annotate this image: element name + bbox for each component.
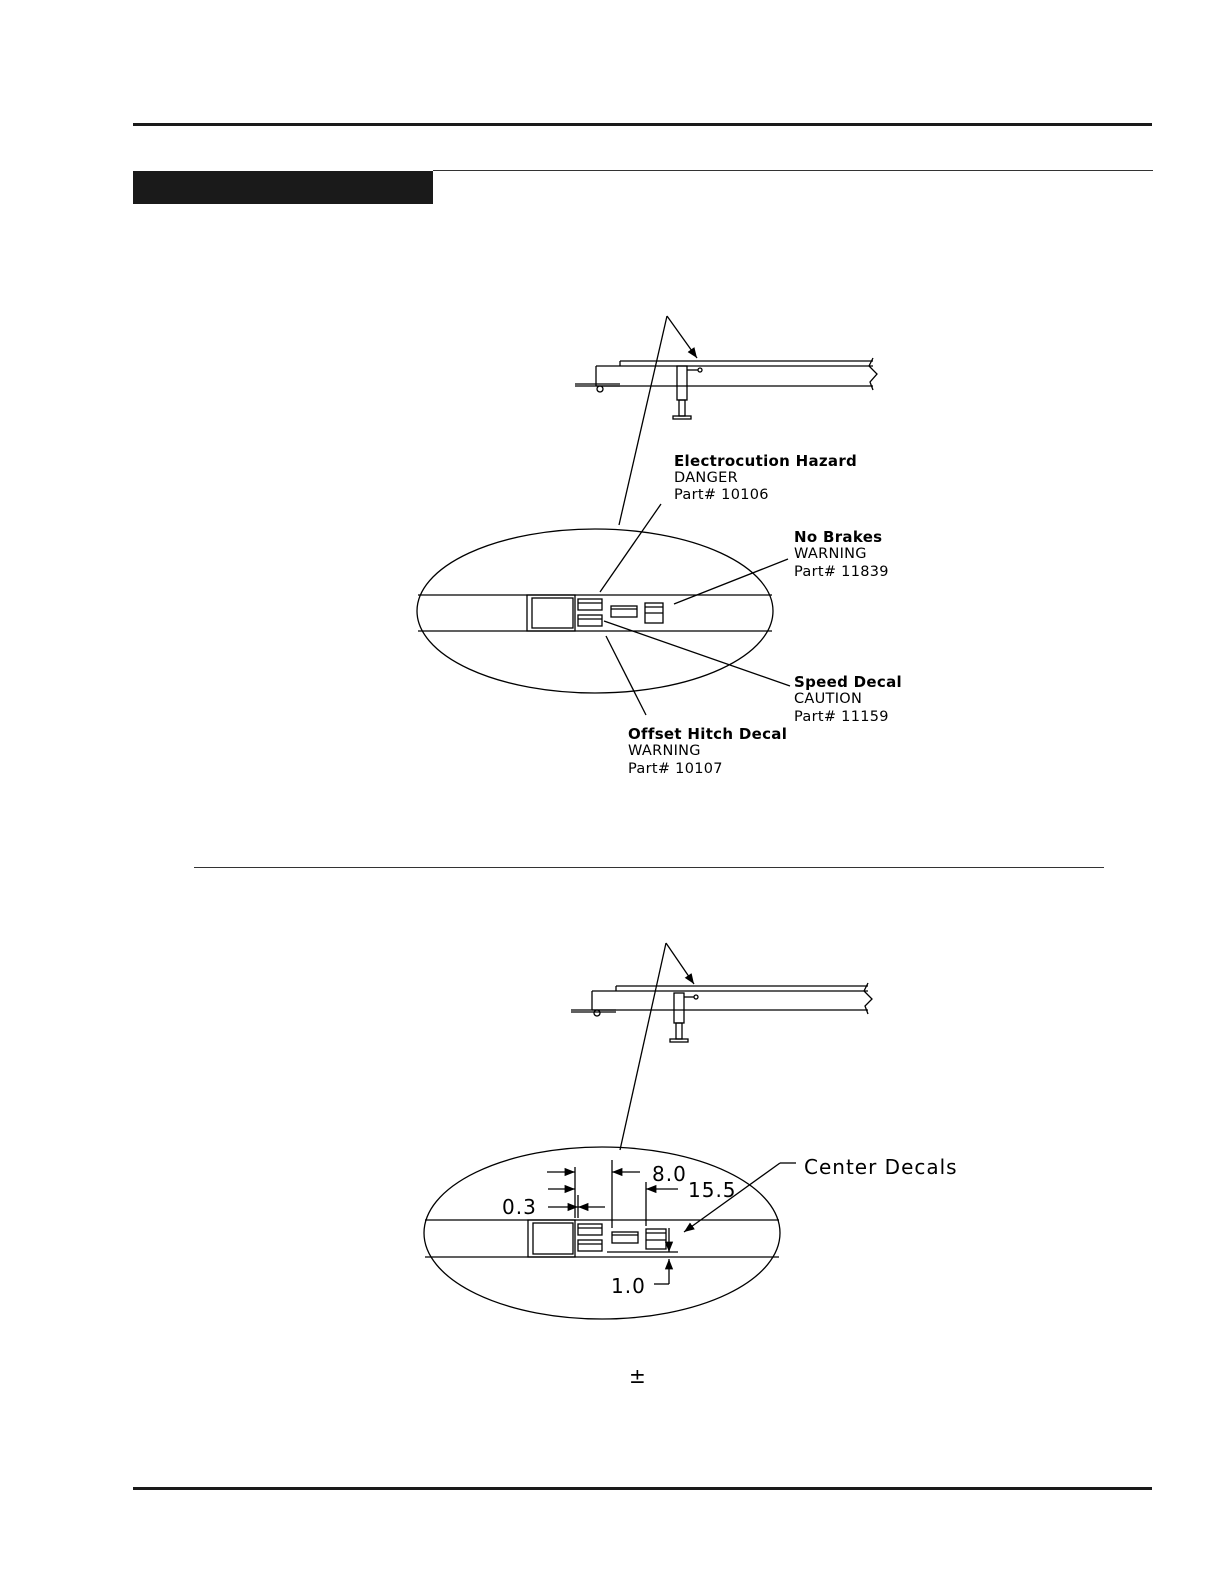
callout-speed-decal	[794, 673, 902, 725]
callout-title: Speed Decal	[794, 673, 902, 691]
figure-1-detail-ellipse	[417, 529, 773, 693]
callout-title: Electrocution Hazard	[674, 452, 858, 470]
callout-no-brakes	[794, 528, 889, 580]
callout-part: Part# 10107	[628, 761, 723, 777]
dimension-8-0: 8.0	[652, 1162, 687, 1186]
dimension-0-3: 0.3	[502, 1195, 537, 1219]
callout-offset-hitch-decal	[628, 725, 787, 777]
dimension-15-5: 15.5	[688, 1178, 737, 1202]
callout-level: WARNING	[628, 743, 701, 759]
callout-part: Part# 10106	[674, 487, 769, 503]
callout-electrocution-hazard	[674, 452, 857, 503]
callout-part: Part# 11159	[794, 709, 889, 725]
figure-2-dimension-labels	[502, 1155, 958, 1298]
center-decals-label: Center Decals	[804, 1155, 958, 1179]
tolerance-symbol: ±	[629, 1364, 647, 1388]
callout-title: Offset Hitch Decal	[628, 725, 788, 743]
callout-level: CAUTION	[794, 691, 863, 707]
callout-level: DANGER	[674, 470, 738, 486]
callout-title: No Brakes	[794, 528, 883, 546]
dimension-1-0: 1.0	[611, 1274, 646, 1298]
callout-part: Part# 11839	[794, 564, 889, 580]
callout-level: WARNING	[794, 546, 867, 562]
figure-2-detail-ellipse	[424, 1147, 780, 1319]
figure-2-trailer-side-view	[571, 943, 872, 1150]
